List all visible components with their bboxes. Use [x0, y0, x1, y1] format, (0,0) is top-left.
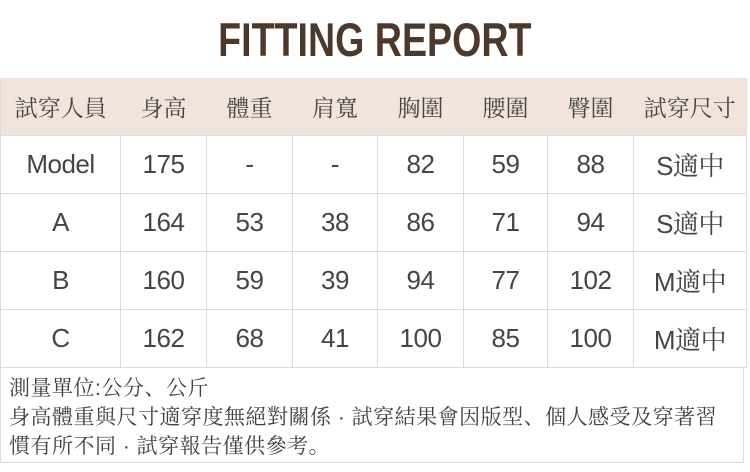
cell-tester: C	[1, 310, 121, 368]
cell-waist: 85	[464, 310, 548, 368]
cell-tester: B	[1, 252, 121, 310]
cell-size: M適中	[634, 310, 747, 368]
cell-weight: 53	[207, 194, 293, 252]
measurement-unit-note: 測量單位:公分、公斤	[9, 377, 209, 400]
table-row-c	[1, 310, 747, 368]
table-row-a	[1, 194, 747, 252]
cell-chest: 82	[378, 136, 464, 194]
header-cell-size: 試穿尺寸	[634, 78, 747, 136]
header-cell-shoulder: 肩寬	[293, 78, 378, 136]
cell-waist: 59	[464, 136, 548, 194]
cell-shoulder: 38	[293, 194, 378, 252]
cell-size: S適中	[634, 194, 747, 252]
cell-tester: Model	[1, 136, 121, 194]
cell-height: 162	[121, 310, 207, 368]
table-row-b	[1, 252, 747, 310]
cell-tester: A	[1, 194, 121, 252]
cell-hip: 100	[548, 310, 634, 368]
disclaimer-note: 身高體重與尺寸適穿度無絕對關係 · 試穿結果會因版型、個人感受及穿著習慣有所不同 · 試穿報告僅供參考。	[9, 406, 718, 458]
page-title: FITTING REPORT	[218, 12, 532, 66]
cell-waist: 77	[464, 252, 548, 310]
cell-chest: 94	[378, 252, 464, 310]
cell-chest: 86	[378, 194, 464, 252]
cell-size: M適中	[634, 252, 747, 310]
notes-box	[0, 368, 744, 463]
fitting-table	[0, 78, 747, 368]
cell-waist: 71	[464, 194, 548, 252]
header-cell-waist: 腰圍	[464, 78, 548, 136]
header-cell-height: 身高	[121, 78, 207, 136]
cell-weight: 59	[207, 252, 293, 310]
cell-shoulder: -	[293, 136, 378, 194]
cell-hip: 88	[548, 136, 634, 194]
table-row-model	[1, 136, 747, 194]
cell-hip: 94	[548, 194, 634, 252]
header-cell-chest: 胸圍	[378, 78, 464, 136]
cell-height: 175	[121, 136, 207, 194]
cell-height: 160	[121, 252, 207, 310]
header-cell-weight: 體重	[207, 78, 293, 136]
fitting-table-sheet	[0, 78, 746, 463]
cell-weight: -	[207, 136, 293, 194]
page-title-area	[0, 0, 750, 78]
cell-height: 164	[121, 194, 207, 252]
header-cell-tester: 試穿人員	[1, 78, 121, 136]
header-cell-hip: 臀圍	[548, 78, 634, 136]
cell-shoulder: 39	[293, 252, 378, 310]
cell-hip: 102	[548, 252, 634, 310]
cell-chest: 100	[378, 310, 464, 368]
cell-size: S適中	[634, 136, 747, 194]
table-header-row	[1, 78, 747, 136]
cell-weight: 68	[207, 310, 293, 368]
cell-shoulder: 41	[293, 310, 378, 368]
